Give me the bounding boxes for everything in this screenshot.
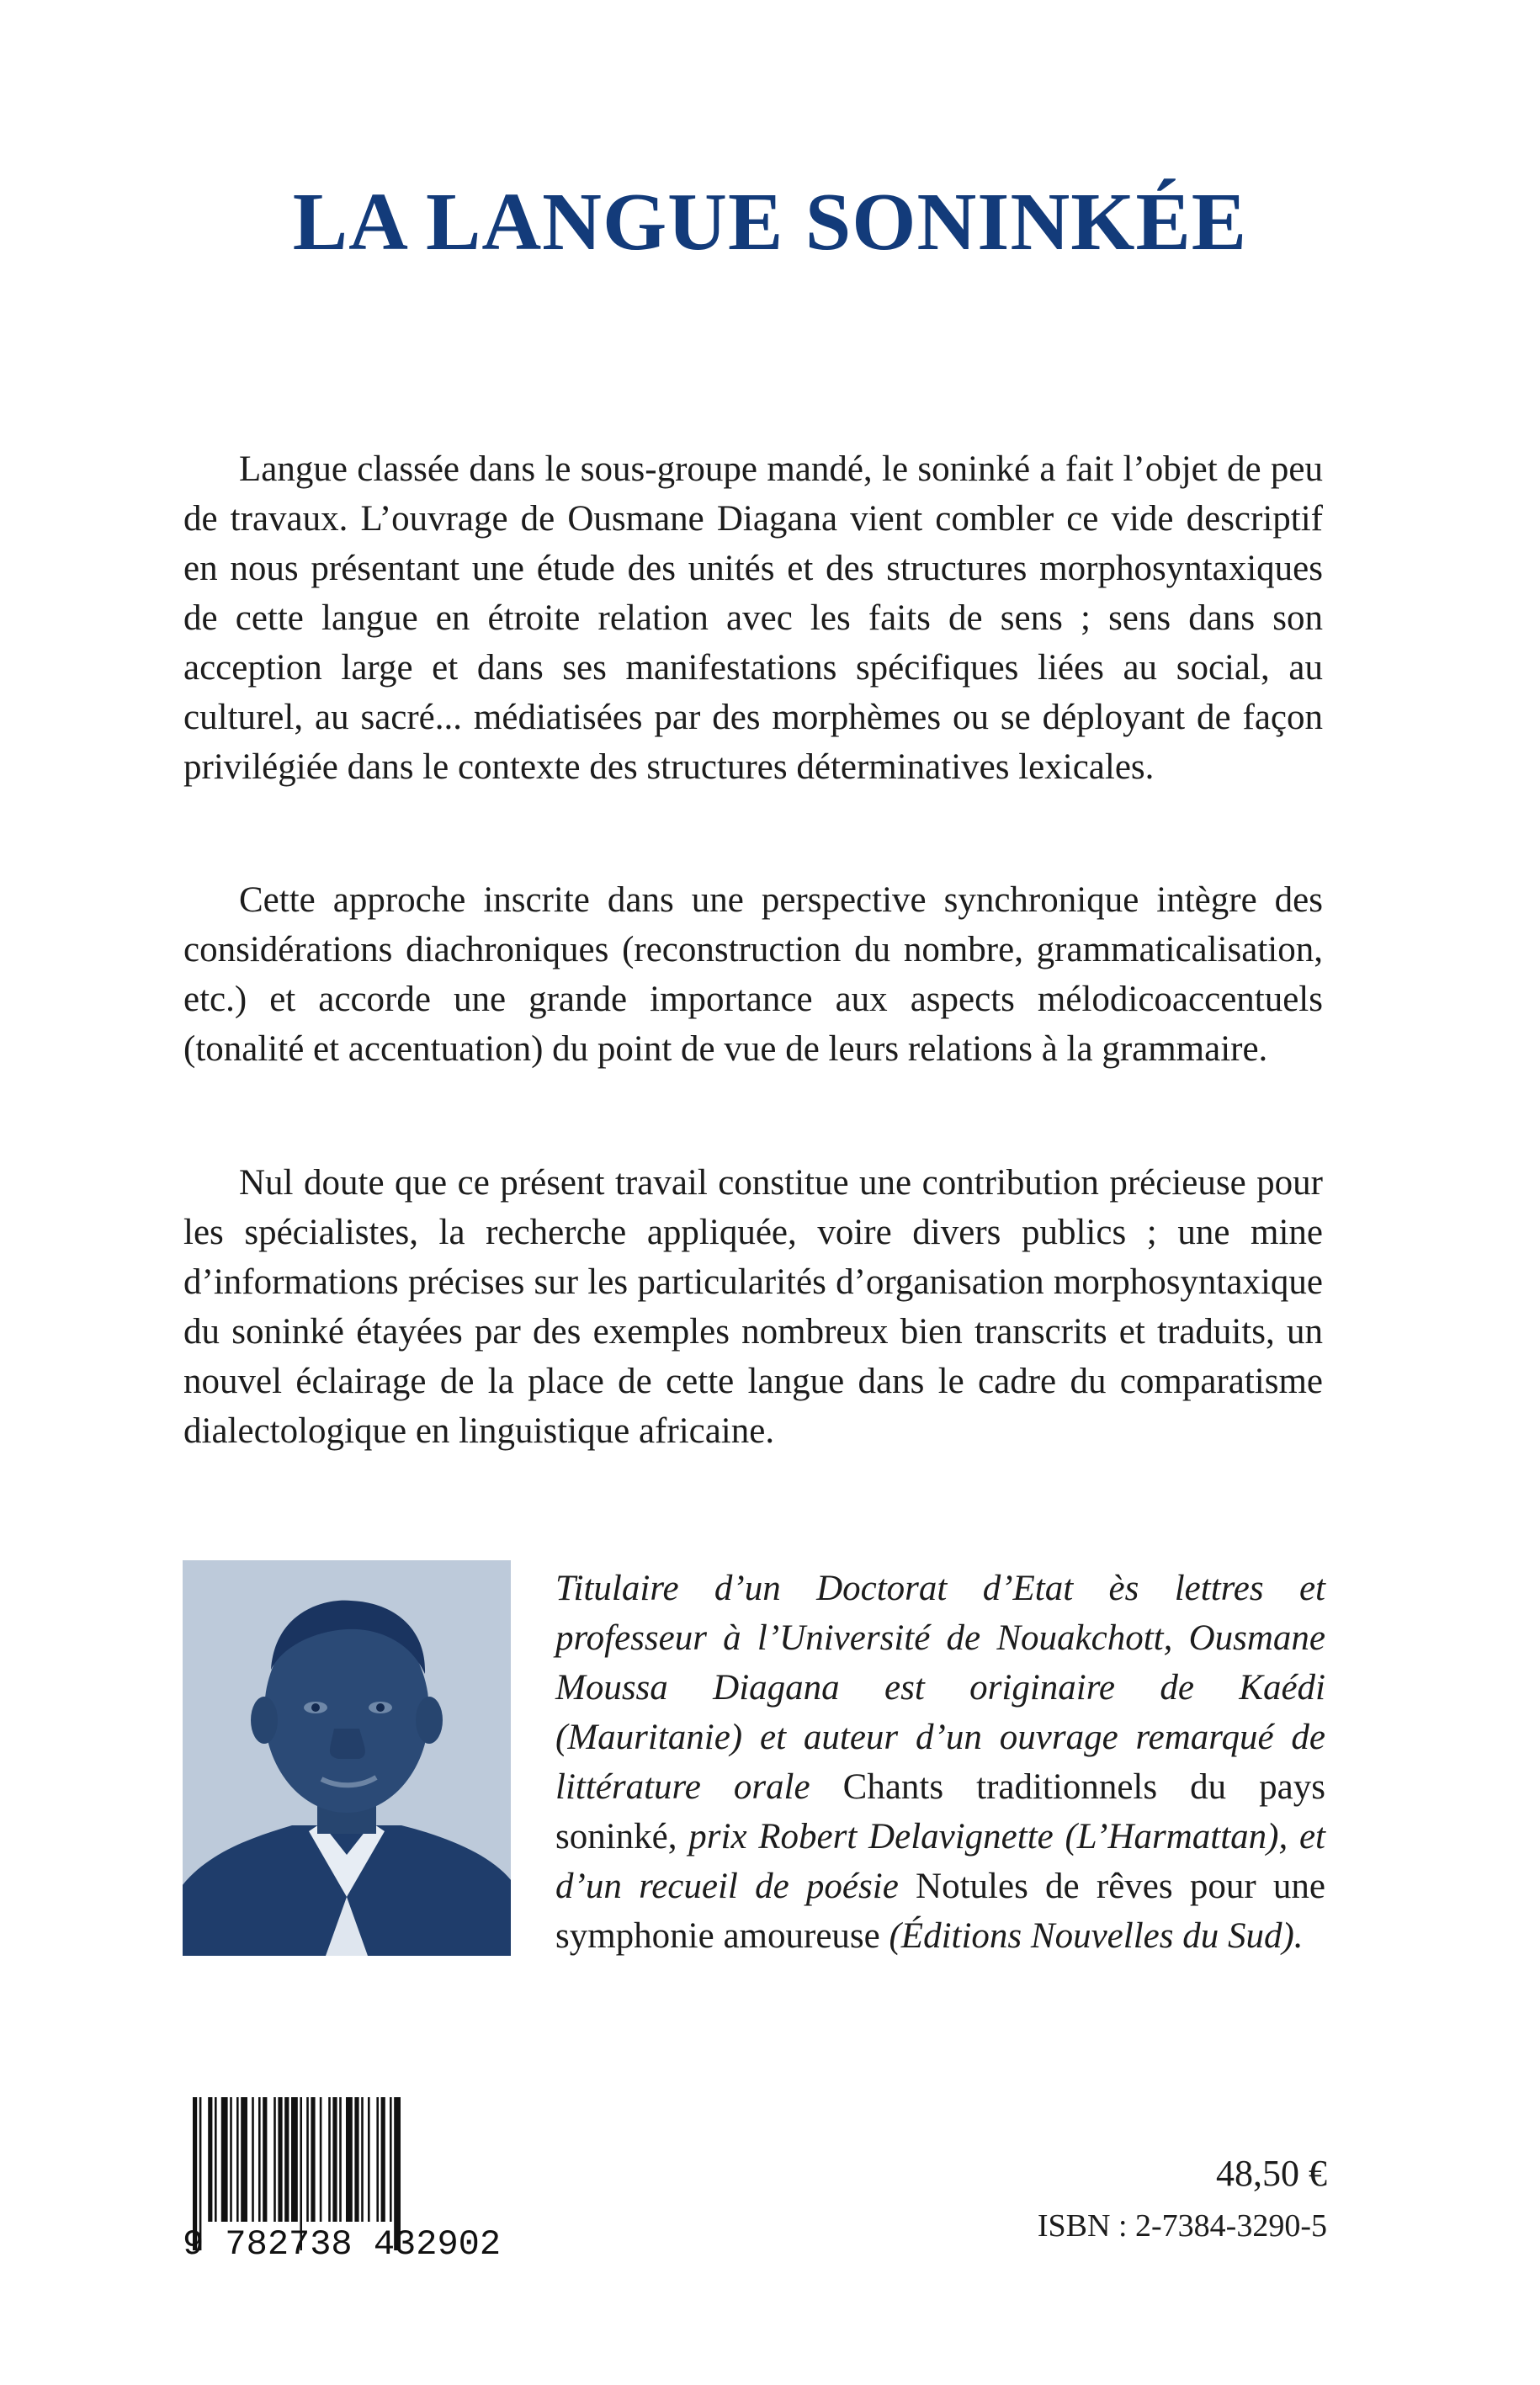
barcode-bar [278, 2097, 282, 2222]
price: 48,50 € [1216, 2153, 1327, 2194]
author-photo [183, 1560, 511, 1956]
barcode-bar [390, 2097, 392, 2222]
author-portrait-icon [183, 1560, 511, 1956]
barcode-bar [241, 2097, 247, 2222]
barcode-bar [346, 2097, 353, 2222]
barcode-bar [208, 2097, 212, 2222]
bio-book-title-1: Chants traditionnels du pays soninké, [555, 1767, 1325, 1856]
barcode-bar [354, 2097, 358, 2222]
bio-book-title-2: Notules de rêves pour une symphonie amoureuse [555, 1867, 1326, 1956]
description-paragraph-3: Nul doute que ce présent travail constitue une contribution précieuse pour les spécialistes, la recherche appliquée, voire divers publics ; une mine d’informations précises sur les particularités d’organisation morphosyntaxique du soninké étayées par des exemples nombreux bien transcrits et traduits, un nouvel éclairage de la place de cette langue dans le cadre du comparatisme dialectologique en linguistique africaine. [183, 1163, 1323, 1451]
bio-text-3: (Éditions Nouvelles du Sud). [889, 1916, 1304, 1956]
barcode-bar [291, 2097, 298, 2222]
barcode [181, 2094, 501, 2258]
bio-text-1: Titulaire d’un Doctorat d’Etat ès lettres et professeur à l’Université de Nouakchott, Ousmane Moussa Diagana est originaire de Kaédi (Mauritanie) et auteur d’un ouvrage remarqué de littérature orale [555, 1569, 1325, 1807]
barcode-bar [320, 2097, 322, 2222]
barcode-bar [381, 2097, 385, 2222]
barcode-bar [273, 2097, 276, 2222]
barcode-bar [306, 2097, 309, 2222]
barcode-digits: 9 782738 432902 [183, 2224, 501, 2258]
barcode-bar [361, 2097, 364, 2222]
barcode-bar [258, 2097, 261, 2222]
barcode-bar [263, 2097, 267, 2222]
barcode-bar [284, 2097, 289, 2222]
barcode-bar [236, 2097, 239, 2222]
bio-text-2: prix Robert Delavignette (L’Harmattan), et d’un recueil de poésie [555, 1817, 1326, 1906]
book-title: LA LANGUE SONINKÉE [292, 177, 1248, 268]
barcode-bar [221, 2097, 228, 2222]
isbn: ISBN : 2-7384-3290-5 [1037, 2208, 1327, 2244]
barcode-bar [252, 2097, 254, 2222]
barcode-bar [215, 2097, 217, 2222]
author-bio [555, 1564, 1325, 1961]
barcode-bar [311, 2097, 315, 2222]
barcode-bar [368, 2097, 370, 2222]
barcode-bar [332, 2097, 337, 2222]
barcode-bar [230, 2097, 232, 2222]
description-paragraph-1: Langue classée dans le sous-groupe mandé, le soninké a fait l’objet de peu de travaux. L’ouvrage de Ousmane Diagana vient combler ce vide descriptif en nous présentant une étude des unités et des structures morphosyntaxiques de cette langue en étroite relation avec les faits de sens ; sens dans son acception large et dans ses manifestations spécifiques liées au social, au culturel, au sacré... médiatisées par des morphèmes ou se déployant de façon privilégiée dans le contexte des structures déterminatives lexicales. [183, 449, 1323, 787]
barcode-bar [339, 2097, 342, 2222]
barcode-bar [376, 2097, 379, 2222]
description-paragraph-2: Cette approche inscrite dans une perspective synchronique intègre des considérations diachroniques (reconstruction du nombre, grammaticalisation, etc.) et accorde une grande importance aux aspects mélodicoaccentuels (tonalité et accentuation) du point de vue de leurs relations à la grammaire. [183, 880, 1323, 1069]
barcode-icon [181, 2094, 501, 2258]
barcode-bar [328, 2097, 331, 2222]
